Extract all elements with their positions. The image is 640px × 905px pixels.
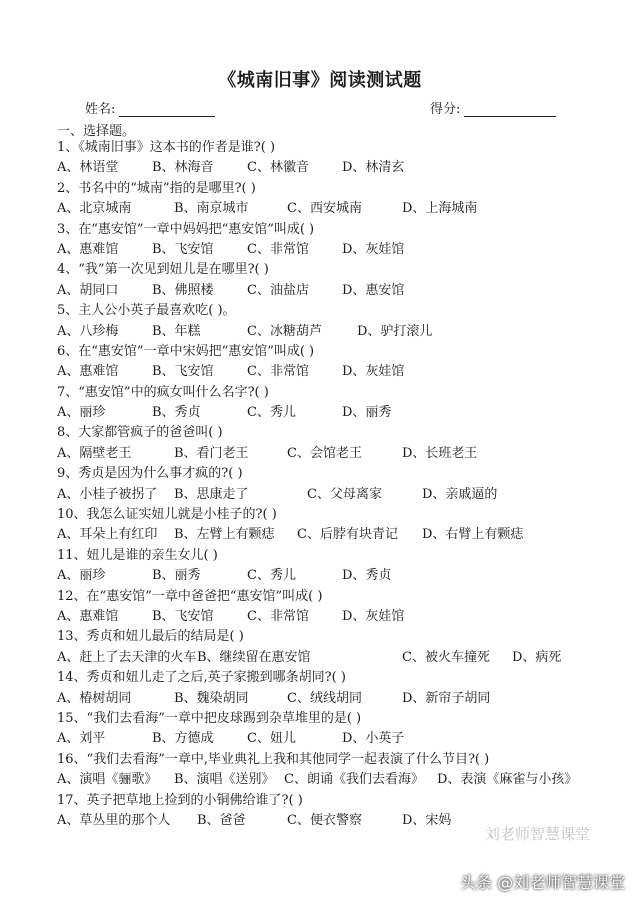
watermark-footer: 头条 @刘老师智慧课堂 (460, 873, 626, 892)
option-d[interactable]: D、驴打滚儿 (357, 323, 433, 339)
question-text: 10、我怎么证实妞儿就是小桂子的?( ) (57, 507, 277, 523)
question-text: 2、书名中的“城南”指的是哪里?( ) (57, 180, 256, 196)
option-row (57, 362, 617, 382)
option-c[interactable]: C、妞儿 (247, 731, 296, 747)
option-a[interactable]: A、惠难馆 (57, 364, 119, 380)
option-d[interactable]: D、秀贞 (342, 568, 392, 584)
option-c[interactable]: C、秀儿 (247, 568, 296, 584)
option-a[interactable]: A、赶上了去天津的火车 (57, 649, 197, 665)
question-text: 6、在“惠安馆”一章中宋妈把“惠安馆”叫成( ) (57, 343, 315, 359)
option-d[interactable]: D、灰娃馆 (342, 364, 405, 380)
option-b[interactable]: B、左臂上有颗痣 (174, 527, 275, 543)
option-c[interactable]: C、西安城南 (287, 201, 362, 217)
option-c[interactable]: C、冰糖葫芦 (247, 323, 322, 339)
option-row (57, 607, 617, 627)
option-b[interactable]: B、飞安馆 (152, 241, 214, 257)
option-b[interactable]: B、飞安馆 (152, 608, 214, 624)
option-row (57, 403, 617, 423)
option-b[interactable]: B、爸爸 (197, 812, 246, 828)
option-c[interactable]: C、非常馆 (247, 364, 309, 380)
question-text: 9、秀贞是因为什么事才疯的?( ) (57, 466, 243, 482)
option-b[interactable]: B、飞安馆 (152, 364, 214, 380)
option-c[interactable]: C、后脖有块青记 (297, 527, 398, 543)
option-row (57, 566, 617, 586)
question-list (57, 138, 617, 831)
option-a[interactable]: A、胡同口 (57, 282, 119, 298)
option-b[interactable]: B、魏染胡同 (174, 690, 249, 706)
score-label: 得分: (430, 102, 461, 117)
option-c[interactable]: C、朗诵《我们去看海》 (284, 772, 424, 788)
option-b[interactable]: B、方德成 (152, 731, 214, 747)
option-b[interactable]: B、南京城市 (174, 201, 249, 217)
question-text: 16、“我们去看海”一章中,毕业典礼上我和其他同学一起表演了什么节目?( ) (57, 751, 490, 767)
option-row (57, 525, 617, 545)
option-a[interactable]: A、草丛里的那个人 (57, 812, 171, 828)
question-text: 11、妞儿是谁的亲生女儿( ) (57, 547, 218, 563)
score-blank-line[interactable] (464, 103, 556, 117)
question-text: 1、《城南旧事》这本书的作者是谁?( ) (57, 140, 276, 155)
option-a[interactable]: A、椿树胡同 (57, 690, 132, 706)
option-d[interactable]: D、亲戚逼的 (422, 486, 498, 502)
score-field[interactable] (430, 98, 556, 117)
question-text: 8、大家都管疯子的爸爸叫( ) (57, 425, 223, 441)
option-b[interactable]: B、丽秀 (152, 568, 201, 584)
option-a[interactable]: A、惠难馆 (57, 241, 119, 257)
name-field[interactable] (85, 98, 215, 117)
option-row (57, 648, 617, 668)
watermark-corner: 刘老师智慧课堂 (485, 825, 591, 843)
option-d[interactable]: D、长班老王 (402, 445, 478, 461)
option-row (57, 485, 617, 505)
option-b[interactable]: B、佛照楼 (152, 282, 214, 298)
option-row (57, 158, 617, 178)
option-c[interactable]: C、非常馆 (247, 608, 309, 624)
option-c[interactable]: C、油盐店 (247, 282, 309, 298)
option-a[interactable]: A、演唱《骊歌》 (57, 772, 158, 788)
option-row (57, 281, 617, 301)
option-a[interactable]: A、林语堂 (57, 160, 119, 176)
option-d[interactable]: D、上海城南 (402, 201, 478, 217)
option-b[interactable]: B、年糕 (152, 323, 201, 339)
option-c[interactable]: C、便衣警察 (287, 812, 362, 828)
name-blank-line[interactable] (119, 103, 215, 117)
option-a[interactable]: A、隔壁老王 (57, 445, 132, 461)
option-row (57, 729, 617, 749)
option-b[interactable]: B、林海音 (152, 160, 214, 176)
option-a[interactable]: A、八珍梅 (57, 323, 119, 339)
option-c[interactable]: C、被火车撞死 (402, 649, 490, 665)
option-d[interactable]: D、惠安馆 (342, 282, 405, 298)
question-text: 5、主人公小英子最喜欢吃( )。 (57, 303, 236, 319)
option-row (57, 444, 617, 464)
option-b[interactable]: B、演唱《送别》 (174, 772, 275, 788)
option-c[interactable]: C、非常馆 (247, 241, 309, 257)
option-d[interactable]: D、丽秀 (342, 405, 392, 421)
option-d[interactable]: D、林清玄 (342, 160, 405, 176)
option-row (57, 322, 617, 342)
option-c[interactable]: C、会馆老王 (287, 445, 362, 461)
option-d[interactable]: D、灰娃馆 (342, 608, 405, 624)
option-a[interactable]: A、小桂子被拐了 (57, 486, 158, 502)
question-text: 7、“惠安馆”中的疯女叫什么名字?( ) (57, 384, 269, 400)
option-a[interactable]: A、丽珍 (57, 405, 106, 421)
option-row (57, 199, 617, 219)
name-label: 姓名: (85, 102, 116, 117)
question-text: 17、英子把草地上捡到的小铜佛给谁了?( ) (57, 792, 303, 808)
section-heading: 一、选择题。 (57, 124, 136, 139)
option-c[interactable]: C、父母离家 (307, 486, 382, 502)
option-c[interactable]: C、林徽音 (247, 160, 309, 176)
question-text: 3、在“惠安馆”一章中妈妈把“惠安馆”叫成( ) (57, 221, 315, 237)
question-text: 12、在“惠安馆”一章中爸爸把“惠安馆”叫成( ) (57, 588, 323, 604)
option-d[interactable]: D、小英子 (342, 731, 405, 747)
option-d[interactable]: D、灰娃馆 (342, 241, 405, 257)
option-row (57, 770, 617, 790)
option-a[interactable]: A、刘平 (57, 731, 106, 747)
option-a[interactable]: A、北京城南 (57, 201, 132, 217)
option-b[interactable]: B、看门老王 (174, 445, 249, 461)
option-row (57, 689, 617, 709)
option-row (57, 240, 617, 260)
page-title: 《城南旧事》阅读测试题 (218, 70, 422, 91)
question-text: 15、“我们去看海”一章中把皮球踢到杂草堆里的是( ) (57, 710, 362, 726)
question-text: 13、秀贞和妞儿最后的结局是( ) (57, 629, 244, 645)
option-a[interactable]: A、丽珍 (57, 568, 106, 584)
option-b[interactable]: B、秀贞 (152, 405, 201, 421)
option-d[interactable]: D、表演《麻雀与小孩》 (437, 772, 578, 788)
question-text: 4、“我”第一次见到妞儿是在哪里?( ) (57, 262, 269, 278)
option-a[interactable]: A、耳朵上有红印 (57, 527, 158, 543)
option-d[interactable]: D、右臂上有颗痣 (422, 527, 524, 543)
option-c[interactable]: C、秀儿 (247, 405, 296, 421)
option-a[interactable]: A、惠难馆 (57, 608, 119, 624)
question-text: 14、秀贞和妞儿走了之后,英子家搬到哪条胡同?( ) (57, 670, 346, 686)
option-b[interactable]: B、思康走了 (174, 486, 249, 502)
option-d[interactable]: D、宋妈 (402, 812, 452, 828)
option-d[interactable]: D、新帘子胡同 (402, 690, 491, 706)
option-d[interactable]: D、病死 (512, 649, 562, 665)
option-b[interactable]: B、继续留在惠安馆 (197, 649, 311, 665)
option-c[interactable]: C、绒线胡同 (287, 690, 362, 706)
